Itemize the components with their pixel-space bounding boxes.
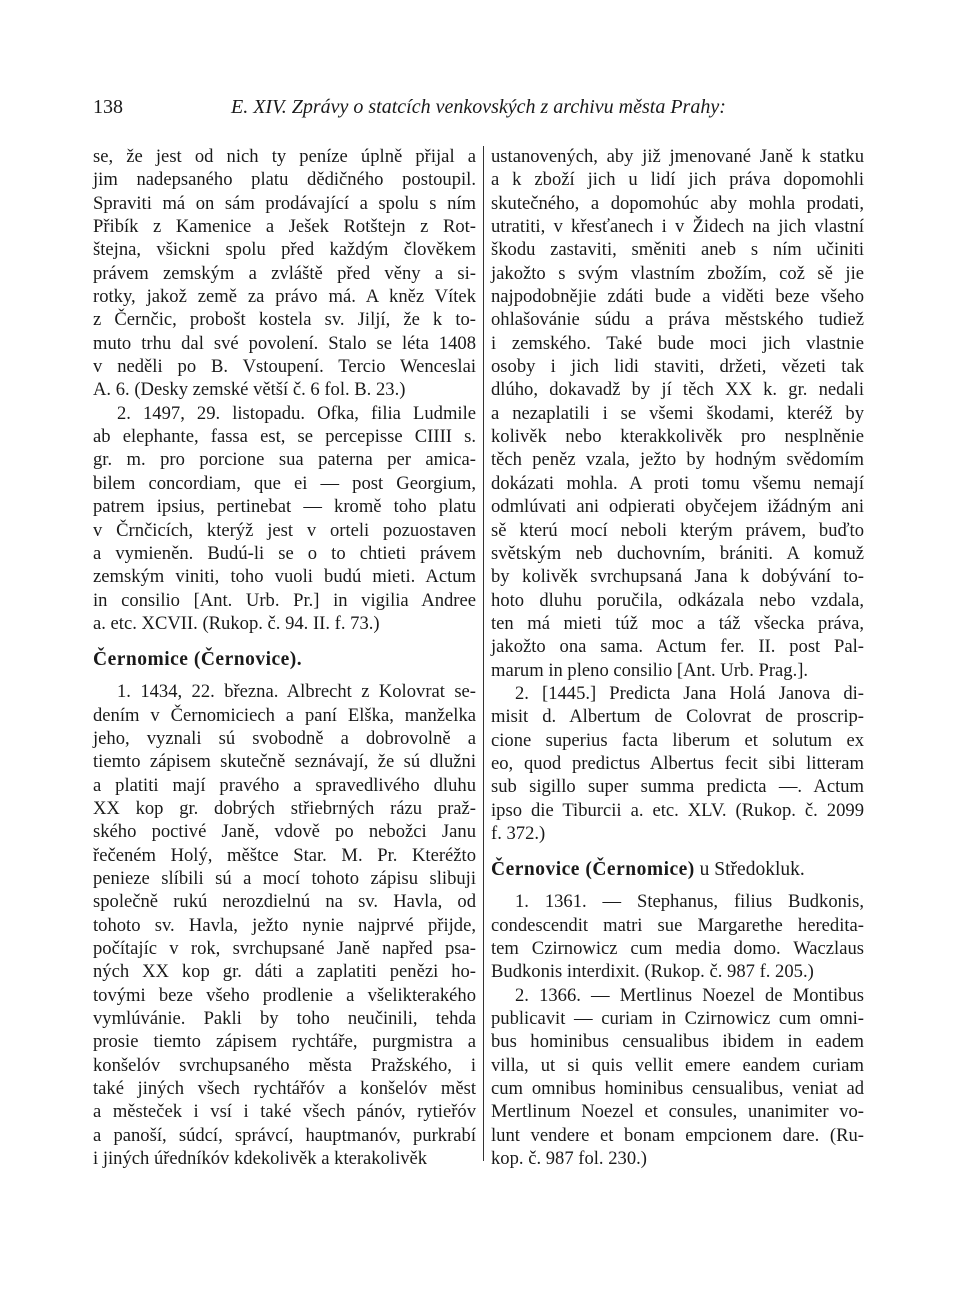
text-line: řečeném Holý, měštce Star. M. Pr. Kteréžto: [93, 844, 476, 866]
paragraph: [93, 145, 476, 402]
text-line: se, že jest od nich ty peníze úplně přijal a: [93, 146, 476, 167]
text-line: muto trhu dal své povolení. Stalo se léta 1408: [93, 332, 476, 354]
text-line: cum omnibus hominibus censualibus, veniat ad: [491, 1078, 864, 1100]
right-column: [491, 145, 864, 1170]
paragraph: [491, 984, 864, 1171]
text-line: a k zboží jich u lidí jich práva dopomohli: [491, 169, 864, 191]
text-line: Budkonis interdixit. (Rukop. č. 987 f. 205.): [491, 961, 814, 983]
text-line: eo, quod predictus Albertus fecit sibi litteram: [491, 752, 864, 774]
text-line: 1. 1361. — Stephanus, filius Budkonis,: [515, 891, 864, 913]
paragraph: [491, 682, 864, 845]
page-number: 138: [93, 96, 123, 118]
text-line: 2. 1366. — Mertlinus Noezel de Montibus: [515, 984, 864, 1006]
text-line: kop. č. 987 fol. 230.): [491, 1148, 647, 1170]
text-line: i jiných úředníkóv kdekolivěk a kterakolivěk: [93, 1148, 428, 1170]
heading-rest: u Středokluk.: [694, 859, 805, 881]
text-line: právem zemským a zvláště před věny a si-: [93, 262, 476, 284]
running-title: E. XIV. Zprávy o statcích venkovských z archivu města Prahy:: [231, 96, 726, 118]
heading-bold: Černovice (Černomice): [491, 859, 695, 881]
page-header: [93, 96, 873, 126]
text-line: škodu zastaviti, směniti aneb s ním učiniti: [491, 239, 864, 261]
text-line: ohlašovánie súdu a práva městského tudiež: [491, 309, 864, 331]
paragraph: [93, 680, 476, 1170]
text-line: ten má mieti túž moc a táž všecka práva,: [491, 612, 864, 634]
text-line: v neděli po B. Vstoupení. Tercio Wenceslai: [93, 356, 476, 378]
text-line: štejna, všickni spolu před každým člověkem: [93, 239, 476, 261]
text-line: bus hominibus censualibus ibidem in eadem: [491, 1031, 864, 1053]
text-line: tem Czirnowicz cum media domo. Waczlaus: [491, 938, 864, 959]
section-heading: Černomice (Černovice).: [93, 649, 303, 671]
text-line: penieze slíbili sú a mocí tohoto zápisu slibuji: [93, 867, 476, 889]
text-line: bilem concordiam, que ei — post Georgium,: [93, 472, 476, 494]
text-line: jakožto ona sama. Actum fer. II. post Pal-: [491, 636, 864, 658]
text-line: kolivěk nebo kterakkolivěk pro nesplněnie: [491, 426, 864, 448]
text-line: A. 6. (Desky zemské větší č. 6 fol. B. 23.): [93, 379, 406, 401]
text-line: dlúho, dokavadž by jí těch XX k. gr. nedali: [491, 379, 864, 401]
text-line: sub sigillo super summa predicta —. Actum: [491, 776, 864, 798]
text-line: gr. m. pro porcione sua paterna per amica-: [93, 449, 476, 471]
text-line: hoto dluhu poručila, odkázala nebo vzdala,: [491, 589, 864, 611]
text-line: a nezaplatili i se všemi škodami, kteréž by: [491, 402, 864, 424]
text-line: ných XX kop gr. dáti a zaplatiti penězi ho-: [93, 961, 476, 983]
text-line: dením v Černomiciech a paní Elška, manželka: [93, 704, 476, 726]
text-line: a. etc. XCVII. (Rukop. č. 94. II. f. 73.): [93, 612, 380, 634]
text-line: a městeček i vsí i také všech pánóv, rytieřóv: [93, 1101, 476, 1123]
text-line: Přibík z Kamenice a Ješek Rotštejn z Rot-: [93, 216, 476, 238]
paragraph: [93, 402, 476, 635]
text-line: z Černčic, probošt kostela sv. Jiljí, že k to-: [93, 309, 476, 331]
text-line: konšelóv svrchupsaného města Pražského, i: [93, 1054, 476, 1076]
text-line: f. 372.): [491, 822, 546, 844]
text-line: villa, ut si quis vellit emere eandem curiam: [491, 1054, 864, 1076]
text-line: marum in pleno consilio [Ant. Urb. Prag.].: [491, 659, 809, 681]
text-line: také jiných všech rychtářóv a konšelóv měst: [93, 1078, 476, 1100]
text-line: tiemto zápisem skutečně seznávají, že sú dlužni: [93, 751, 476, 773]
text-line: ského poctivé Janě, vdově po nebožci Janu: [93, 821, 476, 843]
column-divider: [483, 146, 484, 1161]
paragraph: [491, 890, 864, 983]
text-line: společně rukú nerozdielnú na sv. Havla, od: [93, 891, 476, 913]
text-line: in consilio [Ant. Urb. Pr.] in vigilia Andree: [93, 589, 476, 611]
text-line: condescendit matri sue Margarethe heredita-: [491, 914, 864, 936]
text-line: jim nadepsaného platu dědičného postoupil.: [93, 169, 476, 191]
text-line: vymlúvánie. Pakli by toho neučinili, tehda: [93, 1008, 476, 1030]
text-line: najpodobnějie zdáti bude a viděti beze všeho: [491, 286, 864, 308]
text-line: Spraviti má on sám prodávající a spolu s ním: [93, 192, 476, 214]
text-line: 1. 1434, 22. března. Albrecht z Kolovrat se-: [117, 681, 476, 703]
text-line: tohoto sv. Havla, ježto nynie najprvé přijde,: [93, 914, 476, 936]
text-line: misit d. Albertum de Colovrat de proscrip-: [491, 706, 864, 728]
text-line: ab elephante, fassa est, se percepisse CIIII s.: [93, 426, 476, 448]
text-line: Mertlinum Noezel et consules, unanimiter vo-: [491, 1101, 864, 1123]
text-line: rotky, jakož země za právo má. A kněz Vítek: [93, 286, 476, 308]
text-line: a panoší, súdcí, správcí, hauptmanóv, purkrabí: [93, 1124, 476, 1146]
text-line: jeho, vyznali sú svobodně a dobrovolně a: [93, 727, 476, 749]
text-line: a platiti mají pravého a spravedlivého dluhu: [93, 774, 476, 796]
text-line: ustanovených, aby již jmenované Janě k statku: [491, 146, 864, 167]
text-line: patrem ipsius, pertinebat — kromě toho platu: [93, 496, 476, 518]
text-line: cione superius facta liberum et solutum ex: [491, 729, 864, 751]
text-line: prosie tiemto zápisem rychtáře, purgmistra a: [93, 1031, 476, 1053]
text-line: publicavit — curiam in Czirnowicz cum omni-: [491, 1008, 864, 1030]
left-column: [93, 145, 476, 1170]
text-line: odmlúvati ani odpierati obyčejem ižádným ani: [491, 496, 864, 518]
text-line: jakožto s svým vlastním zbožím, což sě jie: [491, 262, 864, 284]
text-line: těch peněz vzala, ježto by hodným svědomím: [491, 449, 864, 471]
text-line: i zemského. Také bude moci jich vlastnie: [491, 332, 864, 354]
text-line: dokázati mohla. A proti tomu všemu nemají: [491, 472, 864, 494]
text-line: ipso die Tiburcii a. etc. XLV. (Rukop. č. 2099: [491, 799, 864, 821]
text-line: a vymieněn. Budú-li se o to chtieti právem: [93, 542, 476, 564]
text-line: 2. 1497, 29. listopadu. Ofka, filia Ludmile: [117, 402, 476, 424]
text-line: XX kop gr. dobrých střiebrných rázu praž-: [93, 797, 476, 819]
text-line: v Črnčicích, kterýž jest v orteli pozuostaven: [93, 519, 476, 541]
text-line: počítajíc v rok, svrchupsané Janě napřed psa-: [93, 938, 476, 959]
text-line: světským neb duchovním, brániti. A komuž: [491, 542, 864, 564]
text-line: utratiti, v křesťanech i v Židech na jich vlastní: [491, 216, 864, 238]
text-line: tovými beze všeho prodlenie a všelikterakého: [93, 984, 476, 1006]
paragraph: [491, 145, 864, 682]
text-line: lunt vendere et bonam empcionem dare. (Ru-: [491, 1124, 864, 1146]
section-heading: [491, 858, 864, 882]
text-line: skutečného, a dopomohúc aby mohla prodati,: [491, 192, 864, 214]
text-line: 2. [1445.] Predicta Jana Holá Janova di-: [515, 682, 864, 704]
text-line: osoby i jich lidi staviti, držeti, vězeti tak: [491, 356, 864, 378]
text-line: zemským viniti, toho vuoli budú mieti. Actum: [93, 566, 476, 588]
text-line: by kolivěk svrchupsaná Jana k dobývání to-: [491, 566, 864, 588]
text-line: sě kterú mocí neboli kterým právem, buďto: [491, 519, 864, 541]
